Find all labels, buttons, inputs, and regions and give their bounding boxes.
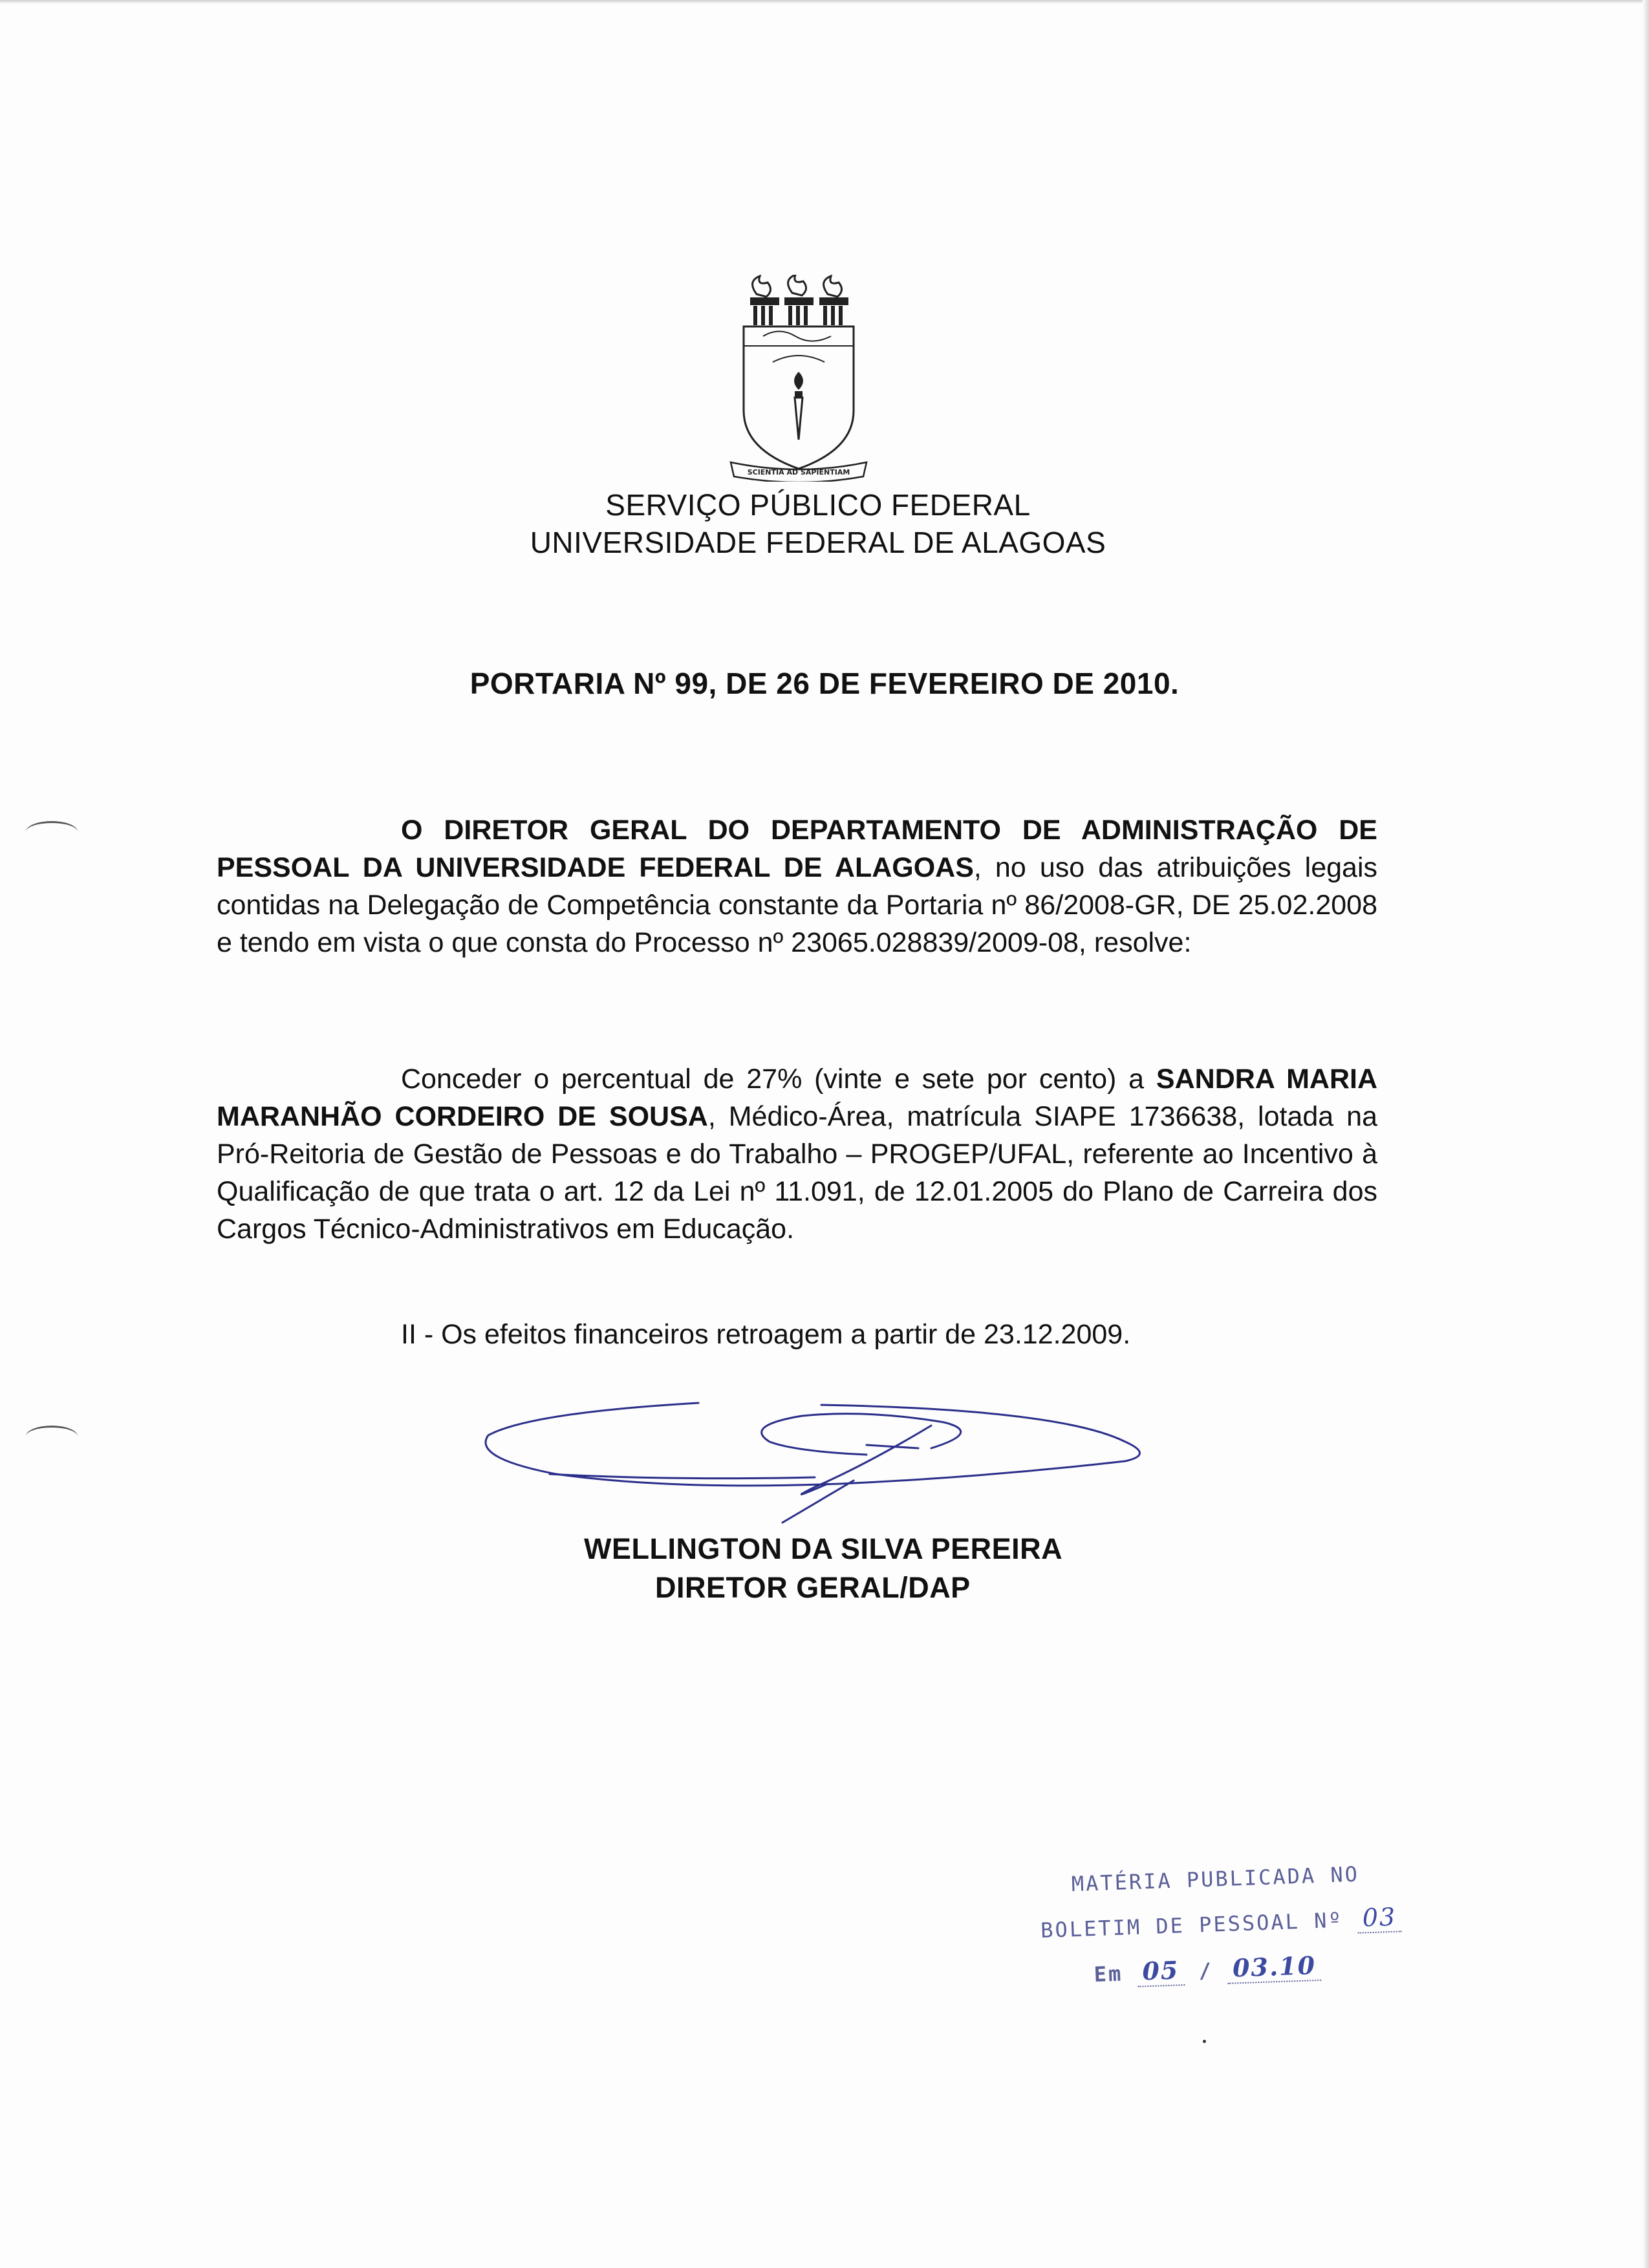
paragraph-preamble bbox=[217, 811, 1377, 961]
signer-name: WELLINGTON DA SILVA PEREIRA bbox=[584, 1532, 1063, 1565]
scan-artifact bbox=[26, 1426, 78, 1447]
header-service: SERVIÇO PÚBLICO FEDERAL bbox=[605, 488, 1031, 522]
beneficiary-name: SANDRA MARIA MARANHÃO CORDEIRO DE SOUSA bbox=[217, 1064, 1377, 1132]
stamp-header: MATÉRIA PUBLICADA NO bbox=[1071, 1861, 1360, 1897]
portaria-title: PORTARIA Nº 99, DE 26 DE FEVEREIRO DE 2010. bbox=[469, 667, 1180, 700]
stamp-bulletin bbox=[1040, 1902, 1401, 1943]
stamp-bulletin-number: 03 bbox=[1357, 1902, 1402, 1933]
scan-edge bbox=[1643, 0, 1649, 2268]
scan-speck bbox=[1203, 2040, 1206, 2043]
resolution-text-rest: , Médico-Área, matrícula SIAPE 1736638, lotada na Pró-Reitoria de Gestão de Pessoas e do Trabalho – PROGEP/UFAL, referente ao Incentivo à Qualificação de que trata o art. 12 da Lei nº 11.091, de 12.01.2005 do Plano de Carreira dos Cargos Técnico-Administrativos em Educação. bbox=[217, 1101, 1377, 1245]
crest-motto: SCIENTIA AD SAPIENTIAM bbox=[747, 468, 850, 476]
stamp-date-separator: / bbox=[1198, 1958, 1214, 1984]
scan-artifact bbox=[26, 821, 78, 842]
handwritten-signature bbox=[479, 1387, 1158, 1555]
university-crest-logo bbox=[727, 275, 870, 482]
stamp-date-label: Em bbox=[1094, 1961, 1123, 1987]
preamble-text: , no uso das atribuições legais contidas na Delegação de Competência constante da Portaria nº 86/2008-GR, DE 25.02.2008 e tendo em vista o que consta do Processo nº 23065.028839/2009-08, resolve: bbox=[217, 852, 1377, 958]
resolution-text-start: Conceder o percentual de 27% (vinte e sete por cento) a bbox=[401, 1064, 1156, 1095]
signer-title: DIRETOR GERAL/DAP bbox=[655, 1571, 971, 1604]
stamp-date bbox=[1094, 1951, 1322, 1987]
publication-stamp bbox=[1032, 1857, 1490, 2022]
stamp-bulletin-label: BOLETIM DE PESSOAL Nº bbox=[1040, 1907, 1344, 1943]
header-university: UNIVERSIDADE FEDERAL DE ALAGOAS bbox=[530, 526, 1106, 559]
scan-edge bbox=[0, 0, 1649, 4]
paragraph-financial-effects: II - Os efeitos financeiros retroagem a partir de 23.12.2009. bbox=[401, 1319, 1131, 1350]
paragraph-resolution bbox=[217, 1060, 1377, 1248]
stamp-date-month-year: 03.10 bbox=[1227, 1951, 1322, 1984]
preamble-authority: O DIRETOR GERAL DO DEPARTAMENTO DE ADMINISTRAÇÃO DE PESSOAL DA UNIVERSIDADE FEDERAL DE ALAGOAS bbox=[217, 815, 1377, 883]
stamp-date-day: 05 bbox=[1137, 1955, 1185, 1987]
